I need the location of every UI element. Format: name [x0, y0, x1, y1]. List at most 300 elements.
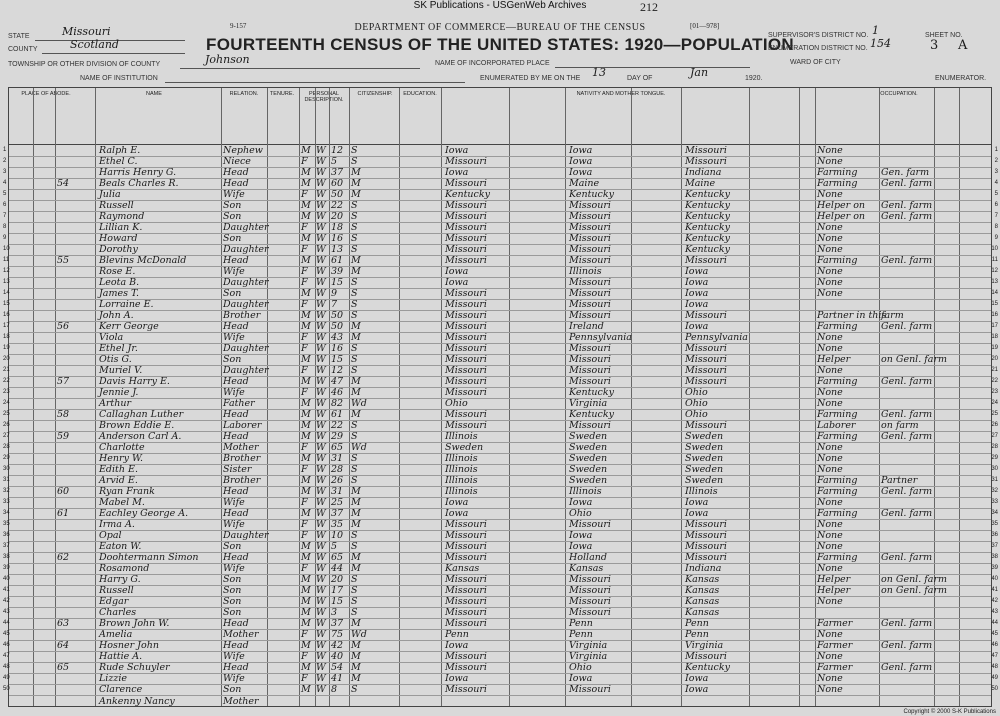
cell-sex: F [301, 332, 308, 343]
cell-mbirth: Missouri [685, 552, 727, 563]
cell-fam: 63 [57, 618, 70, 629]
cell-occ: Partner in this [817, 310, 887, 321]
row-number: 34 [3, 510, 10, 516]
cell-age: 39 [331, 266, 344, 277]
cell-occ: None [817, 464, 843, 475]
cell-mbirth: Maine [685, 178, 716, 189]
cell-ms: S [351, 310, 358, 321]
cell-fbirth: Sweden [569, 442, 608, 453]
cell-sex: F [301, 530, 308, 541]
footer-relation: Mother [223, 696, 259, 707]
cell-sex: M [301, 431, 311, 442]
cell-mbirth: Kansas [685, 585, 720, 596]
row-number: 47 [3, 653, 10, 659]
cell-fam: 60 [57, 486, 70, 497]
county-value: Scotland [70, 38, 119, 51]
cell-age: 46 [331, 387, 344, 398]
sheet-label: SHEET NO. [925, 32, 963, 39]
row-number: 27 [3, 433, 10, 439]
cell-name: Charlotte [99, 442, 145, 453]
cell-ms: M [351, 332, 361, 343]
cell-name: Clarence [99, 684, 143, 695]
cell-sex: M [301, 398, 311, 409]
cell-birth: Illinois [445, 431, 478, 442]
cell-birth: Missouri [445, 684, 487, 695]
cell-name: Lillian K. [99, 222, 143, 233]
row-number: 43 [3, 609, 10, 615]
footer-name: Ankenny Nancy [99, 696, 175, 707]
cell-occ: Laborer [817, 420, 856, 431]
cell-name: Harry G. [99, 574, 141, 585]
cell-mbirth: Missouri [685, 255, 727, 266]
row-number-right: 48 [991, 664, 998, 670]
cell-race: W [316, 629, 326, 640]
cell-rel: Head [223, 486, 249, 497]
group-place-of-abode: PLACE OF ABODE. [21, 91, 71, 97]
row-number-right: 42 [991, 598, 998, 604]
cell-occ: None [817, 684, 843, 695]
cell-name: Hosner John [99, 640, 159, 651]
cell-ind: Genl. farm [881, 552, 933, 563]
cell-sex: M [301, 310, 311, 321]
cell-mbirth: Virginia [685, 640, 724, 651]
cell-name: Charles [99, 607, 137, 618]
cell-sex: M [301, 552, 311, 563]
cell-age: 13 [331, 244, 344, 255]
cell-birth: Missouri [445, 332, 487, 343]
cell-ms: Wd [351, 629, 367, 640]
cell-sex: F [301, 189, 308, 200]
cell-ms: S [351, 299, 358, 310]
cell-rel: Head [223, 431, 249, 442]
cell-occ: None [817, 244, 843, 255]
row-number: 15 [3, 301, 10, 307]
cell-rel: Daughter [223, 222, 269, 233]
cell-age: 17 [331, 585, 344, 596]
row-number: 23 [3, 389, 10, 395]
cell-rel: Daughter [223, 365, 269, 376]
cell-occ: None [817, 222, 843, 233]
cell-birth: Missouri [445, 387, 487, 398]
cell-birth: Missouri [445, 420, 487, 431]
cell-birth: Missouri [445, 178, 487, 189]
cell-ms: S [351, 200, 358, 211]
cell-ms: S [351, 530, 358, 541]
cell-rel: Father [223, 398, 255, 409]
row-number-right: 38 [991, 554, 998, 560]
row-number: 10 [3, 246, 10, 252]
cell-race: W [316, 508, 326, 519]
row-number-right: 44 [991, 620, 998, 626]
cell-sex: M [301, 486, 311, 497]
cell-mbirth: Iowa [685, 684, 709, 695]
cell-rel: Son [223, 200, 242, 211]
cell-age: 22 [331, 200, 344, 211]
cell-birth: Iowa [445, 266, 469, 277]
cell-birth: Illinois [445, 464, 478, 475]
cell-rel: Head [223, 508, 249, 519]
cell-rel: Niece [223, 156, 251, 167]
cell-mbirth: Illinois [685, 486, 718, 497]
form-code: [01—978] [690, 22, 720, 30]
cell-sex: M [301, 585, 311, 596]
row-number-right: 37 [991, 543, 998, 549]
cell-name: Kerr George [99, 321, 159, 332]
cell-ms: S [351, 145, 358, 156]
cell-mbirth: Kentucky [685, 211, 730, 222]
row-number-right: 25 [991, 411, 998, 417]
cell-race: W [316, 530, 326, 541]
cell-sex: F [301, 629, 308, 640]
cell-rel: Son [223, 607, 242, 618]
archive-banner: SK Publications - USGenWeb Archives [413, 0, 587, 11]
cell-ms: Wd [351, 442, 367, 453]
row-number: 13 [3, 279, 10, 285]
row-number: 39 [3, 565, 10, 571]
cell-rel: Head [223, 178, 249, 189]
row-number: 41 [3, 587, 10, 593]
cell-fbirth: Iowa [569, 156, 593, 167]
cell-name: Jennie J. [99, 387, 139, 398]
cell-ind: farm [881, 310, 904, 321]
cell-mbirth: Iowa [685, 277, 709, 288]
cell-ms: M [351, 167, 361, 178]
cell-rel: Son [223, 574, 242, 585]
row-number: 46 [3, 642, 10, 648]
cell-occ: Farming [817, 486, 858, 497]
cell-birth: Missouri [445, 354, 487, 365]
cell-birth: Iowa [445, 167, 469, 178]
cell-race: W [316, 398, 326, 409]
cell-rel: Brother [223, 475, 261, 486]
cell-age: 20 [331, 574, 344, 585]
cell-mbirth: Missouri [685, 519, 727, 530]
cell-fbirth: Missouri [569, 376, 611, 387]
cell-ms: S [351, 475, 358, 486]
row-number-right: 3 [994, 169, 998, 175]
cell-mbirth: Sweden [685, 453, 724, 464]
table-header [9, 88, 991, 145]
footer-row [9, 696, 991, 709]
cell-ms: S [351, 244, 358, 255]
cell-fam: 55 [57, 255, 70, 266]
cell-ind: on Genl. farm [881, 354, 947, 365]
row-number: 8 [3, 224, 7, 230]
cell-race: W [316, 596, 326, 607]
cell-fbirth: Missouri [569, 343, 611, 354]
row-number-right: 45 [991, 631, 998, 637]
row-number-right: 40 [991, 576, 998, 582]
cell-mbirth: Missouri [685, 541, 727, 552]
cell-ind: Genl. farm [881, 662, 933, 673]
cell-name: Arvid E. [99, 475, 138, 486]
row-number-right: 9 [994, 235, 998, 241]
cell-name: Callaghan Luther [99, 409, 184, 420]
row-number: 14 [3, 290, 10, 296]
row-number: 1 [3, 147, 7, 153]
enumerated-month: Jan [690, 66, 709, 79]
cell-name: Henry W. [99, 453, 144, 464]
cell-race: W [316, 497, 326, 508]
cell-sex: M [301, 541, 311, 552]
cell-race: W [316, 442, 326, 453]
cell-rel: Mother [223, 442, 259, 453]
cell-ms: M [351, 387, 361, 398]
cell-rel: Head [223, 618, 249, 629]
cell-fbirth: Missouri [569, 310, 611, 321]
cell-birth: Iowa [445, 673, 469, 684]
row-number: 50 [3, 686, 10, 692]
cell-age: 82 [331, 398, 344, 409]
cell-ms: M [351, 618, 361, 629]
row-number: 16 [3, 312, 10, 318]
cell-ms: M [351, 508, 361, 519]
cell-fam: 64 [57, 640, 70, 651]
cell-mbirth: Missouri [685, 651, 727, 662]
cell-rel: Wife [223, 563, 245, 574]
cell-age: 50 [331, 189, 344, 200]
cell-ms: Wd [351, 398, 367, 409]
row-number-right: 30 [991, 466, 998, 472]
cell-mbirth: Missouri [685, 420, 727, 431]
cell-fbirth: Iowa [569, 497, 593, 508]
row-number: 42 [3, 598, 10, 604]
cell-fbirth: Ohio [569, 508, 592, 519]
cell-sex: M [301, 178, 311, 189]
census-title: FOURTEENTH CENSUS OF THE UNITED STATES: 1920—POPULATION [206, 35, 794, 54]
cell-birth: Missouri [445, 541, 487, 552]
cell-race: W [316, 178, 326, 189]
cell-rel: Head [223, 552, 249, 563]
cell-birth: Missouri [445, 288, 487, 299]
cell-sex: M [301, 376, 311, 387]
cell-ind: Genl. farm [881, 618, 933, 629]
cell-occ: Farming [817, 508, 858, 519]
supervisor-value: 1 [872, 24, 879, 37]
cell-mbirth: Sweden [685, 442, 724, 453]
cell-ms: S [351, 596, 358, 607]
township-label: TOWNSHIP OR OTHER DIVISION OF COUNTY [8, 61, 161, 68]
row-number-right: 1 [994, 147, 998, 153]
group-name: NAME [146, 91, 162, 97]
cell-fbirth: Kansas [569, 563, 604, 574]
institution-label: NAME OF INSTITUTION [80, 75, 158, 82]
row-number: 3 [3, 169, 7, 175]
cell-mbirth: Kentucky [685, 200, 730, 211]
cell-race: W [316, 607, 326, 618]
cell-rel: Wife [223, 519, 245, 530]
cell-sex: M [301, 233, 311, 244]
cell-occ: Farming [817, 475, 858, 486]
cell-ms: S [351, 288, 358, 299]
row-number-right: 12 [991, 268, 998, 274]
page-number: 212 [640, 0, 658, 14]
cell-race: W [316, 376, 326, 387]
cell-birth: Missouri [445, 574, 487, 585]
row-number-right: 50 [991, 686, 998, 692]
cell-race: W [316, 541, 326, 552]
cell-race: W [316, 343, 326, 354]
cell-birth: Missouri [445, 552, 487, 563]
cell-fbirth: Missouri [569, 519, 611, 530]
cell-sex: F [301, 497, 308, 508]
cell-age: 37 [331, 167, 344, 178]
cell-name: Opal [99, 530, 122, 541]
cell-rel: Son [223, 541, 242, 552]
cell-sex: M [301, 354, 311, 365]
township-value: Johnson [205, 53, 250, 66]
cell-mbirth: Missouri [685, 310, 727, 321]
row-number: 33 [3, 499, 10, 505]
ward-label: WARD OF CITY [790, 59, 841, 66]
cell-race: W [316, 266, 326, 277]
cell-name: Beals Charles R. [99, 178, 179, 189]
cell-sex: M [301, 200, 311, 211]
cell-mbirth: Kentucky [685, 233, 730, 244]
cell-occ: None [817, 596, 843, 607]
cell-birth: Missouri [445, 156, 487, 167]
cell-mbirth: Kansas [685, 574, 720, 585]
cell-name: Rude Schuyler [99, 662, 170, 673]
cell-age: 16 [331, 233, 344, 244]
cell-birth: Iowa [445, 508, 469, 519]
cell-occ: Helper [817, 574, 851, 585]
row-number-right: 13 [991, 279, 998, 285]
cell-age: 10 [331, 530, 344, 541]
cell-fbirth: Kentucky [569, 409, 614, 420]
cell-age: 15 [331, 354, 344, 365]
cell-sex: F [301, 387, 308, 398]
cell-ms: S [351, 453, 358, 464]
cell-name: Ethel Jr. [99, 343, 138, 354]
row-number: 6 [3, 202, 7, 208]
enumerated-year: 1920. [745, 75, 763, 82]
cell-name: Leota B. [99, 277, 140, 288]
cell-sex: F [301, 222, 308, 233]
cell-fam: 62 [57, 552, 70, 563]
cell-birth: Iowa [445, 145, 469, 156]
row-number-right: 16 [991, 312, 998, 318]
cell-sex: F [301, 343, 308, 354]
cell-fbirth: Penn [569, 618, 593, 629]
row-number: 21 [3, 367, 10, 373]
cell-birth: Missouri [445, 255, 487, 266]
cell-mbirth: Missouri [685, 145, 727, 156]
cell-fbirth: Sweden [569, 453, 608, 464]
row-number-right: 32 [991, 488, 998, 494]
sheet-value: 3 [930, 38, 939, 53]
cell-name: Irma A. [99, 519, 135, 530]
row-number: 31 [3, 477, 10, 483]
cell-occ: None [817, 541, 843, 552]
cell-race: W [316, 475, 326, 486]
cell-ind: Genl. farm [881, 409, 933, 420]
enumerated-label: ENUMERATED BY ME ON THE [480, 75, 581, 82]
cell-rel: Laborer [223, 420, 262, 431]
cell-rel: Son [223, 288, 242, 299]
row-number-right: 19 [991, 345, 998, 351]
cell-age: 16 [331, 343, 344, 354]
cell-rel: Daughter [223, 299, 269, 310]
cell-race: W [316, 277, 326, 288]
cell-name: Hattie A. [99, 651, 143, 662]
cell-sex: F [301, 244, 308, 255]
cell-birth: Ohio [445, 398, 468, 409]
cell-occ: None [817, 277, 843, 288]
cell-fbirth: Missouri [569, 420, 611, 431]
cell-name: Lizzie [99, 673, 128, 684]
cell-name: Anderson Carl A. [99, 431, 182, 442]
cell-fbirth: Missouri [569, 244, 611, 255]
cell-occ: None [817, 563, 843, 574]
cell-fbirth: Virginia [569, 640, 608, 651]
cell-fam: 57 [57, 376, 70, 387]
ed-label: ENUMERATION DISTRICT NO. [768, 45, 868, 52]
cell-ind: Genl. farm [881, 255, 933, 266]
cell-occ: Farming [817, 255, 858, 266]
cell-ind: Genl. farm [881, 376, 933, 387]
cell-name: Doohtermann Simon [99, 552, 199, 563]
cell-name: Blevins McDonald [99, 255, 187, 266]
row-number: 26 [3, 422, 10, 428]
institution-underline [165, 82, 465, 83]
cell-ind: Partner [881, 475, 918, 486]
cell-occ: Farming [817, 321, 858, 332]
cell-rel: Head [223, 409, 249, 420]
row-number-right: 10 [991, 246, 998, 252]
cell-ms: M [351, 266, 361, 277]
cell-race: W [316, 409, 326, 420]
cell-occ: Farmer [817, 618, 853, 629]
cell-name: Dorothy [99, 244, 138, 255]
census-table [3, 87, 998, 707]
cell-sex: M [301, 662, 311, 673]
cell-age: 18 [331, 222, 344, 233]
cell-occ: Farming [817, 376, 858, 387]
cell-name: Ralph E. [99, 145, 141, 156]
cell-name: Brown Eddie E. [99, 420, 175, 431]
cell-birth: Missouri [445, 596, 487, 607]
cell-rel: Wife [223, 189, 245, 200]
row-number-right: 26 [991, 422, 998, 428]
cell-race: W [316, 244, 326, 255]
cell-fbirth: Missouri [569, 299, 611, 310]
day-of-label: DAY OF [627, 75, 653, 82]
cell-sex: M [301, 475, 311, 486]
cell-ms: S [351, 541, 358, 552]
row-number: 38 [3, 554, 10, 560]
cell-race: W [316, 211, 326, 222]
cell-fbirth: Iowa [569, 145, 593, 156]
cell-rel: Son [223, 211, 242, 222]
cell-ms: S [351, 684, 358, 695]
cell-mbirth: Sweden [685, 464, 724, 475]
cell-birth: Illinois [445, 475, 478, 486]
cell-name: Brown John W. [99, 618, 170, 629]
cell-occ: Farmer [817, 640, 853, 651]
cell-birth: Missouri [445, 662, 487, 673]
cell-rel: Head [223, 255, 249, 266]
cell-rel: Mother [223, 629, 259, 640]
cell-sex: M [301, 145, 311, 156]
sheet-side: A [958, 38, 968, 53]
cell-sex: F [301, 299, 308, 310]
cell-mbirth: Iowa [685, 508, 709, 519]
cell-sex: M [301, 596, 311, 607]
cell-age: 15 [331, 277, 344, 288]
cell-ind: on Genl. farm [881, 585, 947, 596]
cell-name: Mabel M. [99, 497, 145, 508]
